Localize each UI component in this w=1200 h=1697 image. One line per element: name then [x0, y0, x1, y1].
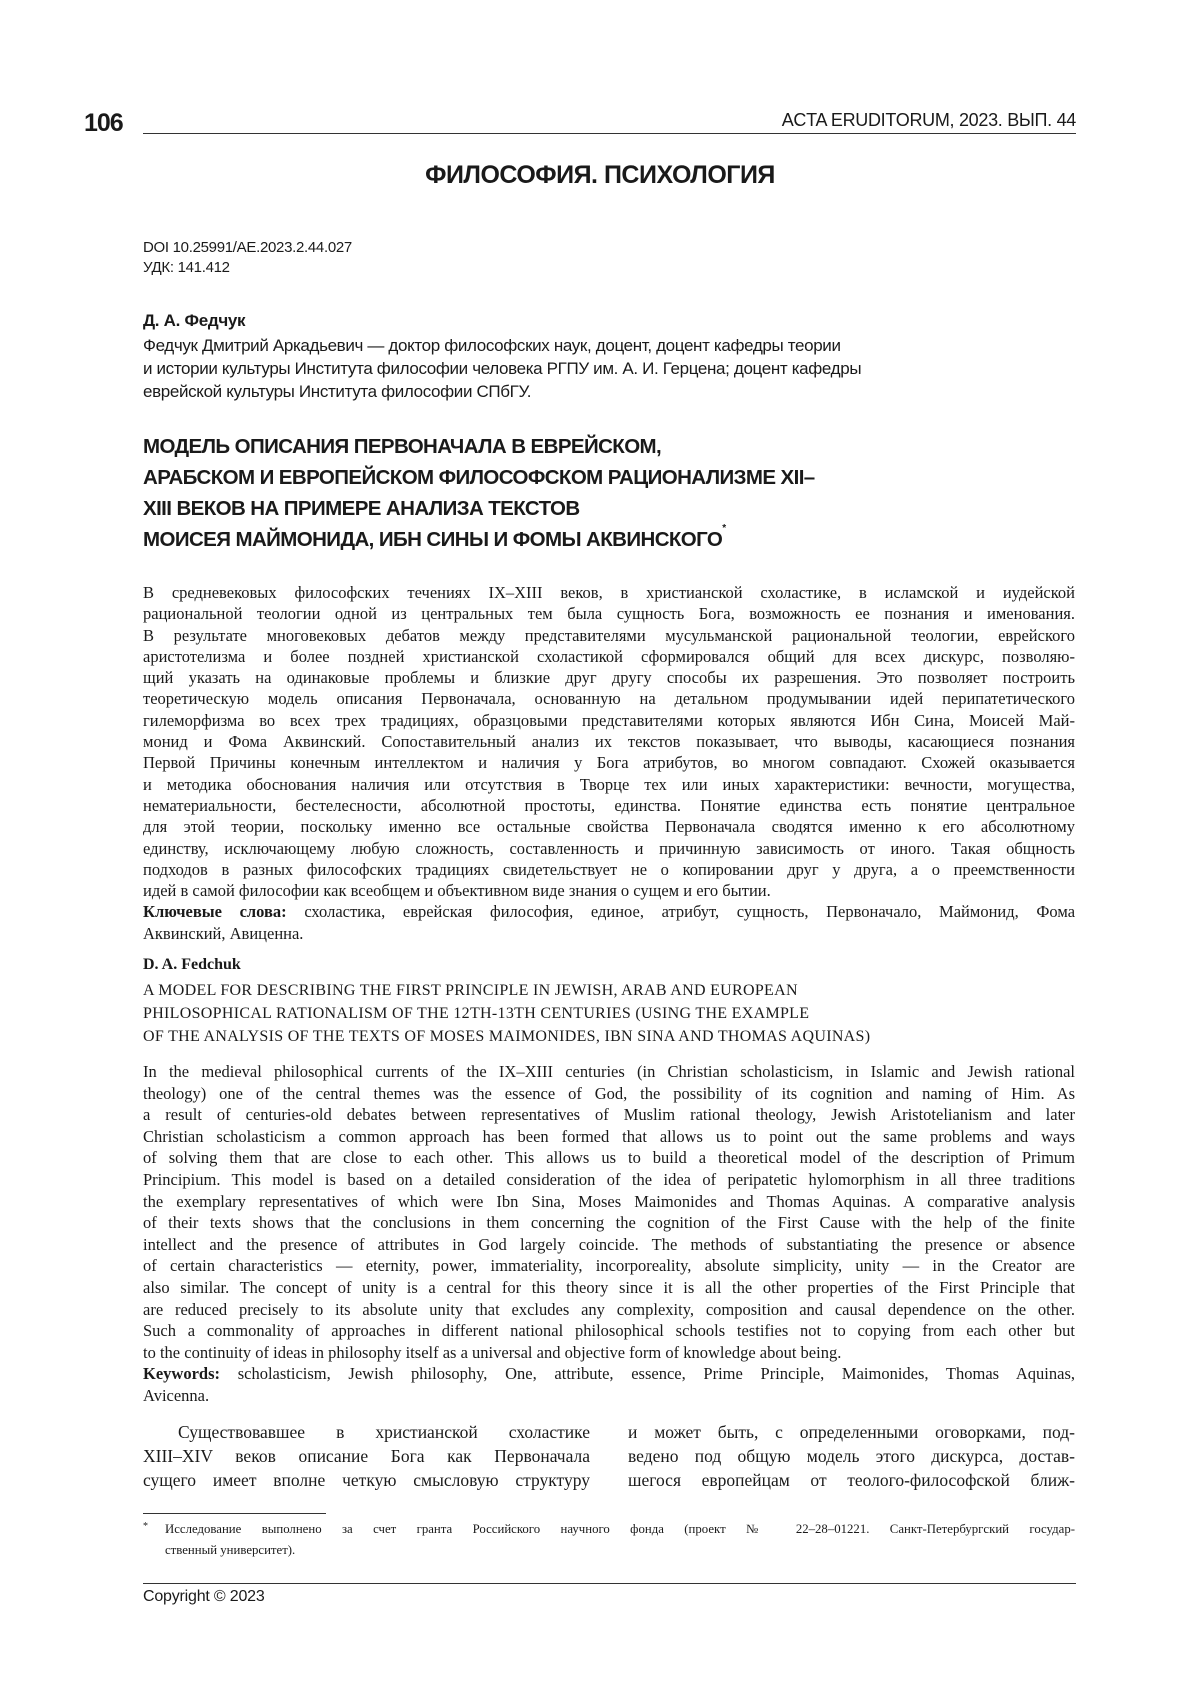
- abstract-line: are reduced precisely to its absolute unity that excludes any complexity, composition and causal dependence on the other.: [143, 1299, 1075, 1321]
- abstract-line: теоретическую модель описания Первоначала, основанную на детальном продумывании идей перипатетического: [143, 688, 1075, 709]
- abstract-line: для этой теории, поскольку именно все остальные свойства Первоначала сводятся именно к его абсолютному: [143, 816, 1075, 837]
- abstract-line: In the medieval philosophical currents of the IX–XIII centuries (in Christian scholasticism, in Islamic and Jewish rational: [143, 1061, 1075, 1083]
- abstract-line: Christian scholasticism a common approach has been formed that allows us to point out the same problems and ways: [143, 1126, 1075, 1148]
- abstract-line: единству, исключающему любую сложность, составленность и причинную зависимость от иного. Такая общность: [143, 838, 1075, 859]
- footnote-reference[interactable]: *: [722, 523, 725, 534]
- title-line: PHILOSOPHICAL RATIONALISM OF THE 12TH-13TH CENTURIES (USING THE EXAMPLE: [143, 1002, 870, 1025]
- title-line: A MODEL FOR DESCRIBING THE FIRST PRINCIPLE IN JEWISH, ARAB AND EUROPEAN: [143, 979, 870, 1002]
- abstract-line: идей в самой философии как всеобщем и объективном виде знания о сущем и его бытии.: [143, 880, 1075, 901]
- abstract-line: рациональной теологии одной из центральных тем была сущность Бога, возможность ее познания и именования.: [143, 603, 1075, 624]
- article-title: [143, 431, 815, 555]
- page-number: 106: [84, 109, 123, 137]
- bio-line: и истории культуры Института философии человека РГПУ им. А. И. Герцена; доцент кафедры: [143, 357, 1083, 380]
- footnote-mark: *: [143, 1516, 148, 1537]
- keywords-russian: [143, 901, 1075, 944]
- title-line: МОИСЕЯ МАЙМОНИДА, ИБН СИНЫ И ФОМЫ АКВИНСКОГО: [143, 528, 722, 551]
- body-column-right: [628, 1420, 1075, 1492]
- bio-line: Федчук Дмитрий Аркадьевич — доктор философских наук, доцент, доцент кафедры теории: [143, 334, 1083, 357]
- body-line: сущего имеет вполне четкую смысловую структуру: [143, 1468, 590, 1492]
- abstract-russian: [143, 582, 1075, 901]
- abstract-line: В результате многовековых дебатов между представителями мусульманской рациональной теологии, еврейского: [143, 625, 1075, 646]
- abstract-line: аристотелизма и более поздней христианской схоластикой сформировался общий для всех дискурс, позволяю-: [143, 646, 1075, 667]
- keywords-label: Keywords:: [143, 1364, 220, 1383]
- body-line: и может быть, с определенными оговорками, под-: [628, 1420, 1075, 1444]
- author-bio: [143, 334, 1083, 403]
- abstract-line: intellect and the presence of attributes in God largely coincide. The methods of substantiating the presence or absence: [143, 1234, 1075, 1256]
- abstract-line: of certain characteristics — eternity, power, immateriality, incorporeality, absolute simplicity, unity — in the Creator are: [143, 1255, 1075, 1277]
- author-name: Д. А. Федчук: [143, 310, 245, 332]
- keywords-label: Ключевые слова:: [143, 902, 287, 921]
- article-metadata: [143, 238, 352, 278]
- abstract-line: В средневековых философских течениях IX–XIII веков, в христианской схоластике, в исламской и иудейской: [143, 582, 1075, 603]
- title-line: OF THE ANALYSIS OF THE TEXTS OF MOSES MAIMONIDES, IBN SINA AND THOMAS AQUINAS): [143, 1025, 870, 1048]
- abstract-line: монид и Фома Аквинский. Сопоставительный анализ их текстов показывает, что выводы, касающиеся познания: [143, 731, 1075, 752]
- abstract-line: нематериальности, бестелесности, абсолютной простоты, единства. Понятие единства есть понятие центральное: [143, 795, 1075, 816]
- keywords-text: Avicenna.: [143, 1385, 1075, 1407]
- abstract-line: и методика обоснования наличия или отсутствия в Творце тех или иных характеристики: вечности, могущества,: [143, 774, 1075, 795]
- english-abstract-section: [143, 1061, 1075, 1407]
- abstract-line: гилеморфизма во всех трех традициях, образцовыми представителями которых являются Ибн Сина, Моисей Май-: [143, 710, 1075, 731]
- body-line: шегося европейцам от теолого-философской ближ-: [628, 1468, 1075, 1492]
- body-line: XIII–XIV веков описание Бога как Первоначала: [143, 1444, 590, 1468]
- footnote: [143, 1519, 1075, 1561]
- section-title: ФИЛОСОФИЯ. ПСИХОЛОГИЯ: [0, 160, 1200, 190]
- abstract-line: also similar. The concept of unity is a central for this theory since it is all the other properties of the First Principle that: [143, 1277, 1075, 1299]
- abstract-line: of solving them that are close to each other. This allows us to build a theoretical model of the description of Primum: [143, 1147, 1075, 1169]
- english-title: [143, 979, 870, 1048]
- keywords-english: [143, 1363, 1075, 1406]
- abstract-english: [143, 1061, 1075, 1363]
- russian-abstract-section: [143, 582, 1075, 944]
- keywords-text: scholasticism, Jewish philosophy, One, attribute, essence, Prime Principle, Maimonides, Thomas Aquinas,: [238, 1364, 1075, 1383]
- footnote-text: Исследование выполнено за счет гранта Российского научного фонда (проект № 22–28–01221. Санкт-Петербургский государ-: [165, 1519, 1075, 1540]
- title-line: XIII ВЕКОВ НА ПРИМЕРЕ АНАЛИЗА ТЕКСТОВ: [143, 493, 815, 524]
- keywords-text: схоластика, еврейская философия, единое, атрибут, сущность, Первоначало, Маймонид, Фома: [304, 902, 1075, 921]
- abstract-line: to the continuity of ideas in philosophy itself as a universal and objective form of knowledge about being.: [143, 1342, 1075, 1364]
- abstract-line: Первой Причины конечным интеллектом и наличия у Бога атрибутов, во многом совпадают. Схожей оказывается: [143, 752, 1075, 773]
- body-line: ведено под общую модель этого дискурса, достав-: [628, 1444, 1075, 1468]
- footnote-text: ственный университет).: [165, 1540, 1075, 1561]
- copyright: Copyright © 2023: [143, 1587, 265, 1607]
- journal-running-header: ACTA ERUDITORUM, 2023. ВЫП. 44: [782, 109, 1076, 131]
- abstract-line: the exemplary representatives of which were Ibn Sina, Moses Maimonides and Thomas Aquinas. A comparative analysis: [143, 1191, 1075, 1213]
- abstract-line: подходов в разных философских традициях свидетельствует не о копировании друг у друга, а о преемственности: [143, 859, 1075, 880]
- udk: УДК: 141.412: [143, 258, 352, 278]
- body-column-left: [143, 1420, 590, 1492]
- header-rule: [143, 133, 1076, 134]
- footnote-rule: [143, 1513, 326, 1514]
- bio-line: еврейской культуры Института философии СПбГУ.: [143, 380, 1083, 403]
- title-line: АРАБСКОМ И ЕВРОПЕЙСКОМ ФИЛОСОФСКОМ РАЦИОНАЛИЗМЕ XII–: [143, 462, 815, 493]
- abstract-line: щий указать на одинаковые проблемы и близкие друг другу способы их разрешения. Это позволяет построить: [143, 667, 1075, 688]
- title-line: МОДЕЛЬ ОПИСАНИЯ ПЕРВОНАЧАЛА В ЕВРЕЙСКОМ,: [143, 431, 815, 462]
- english-author-name: D. A. Fedchuk: [143, 955, 241, 975]
- abstract-line: of their texts shows that the conclusions in them concerning the cognition of the First Cause with the help of the finite: [143, 1212, 1075, 1234]
- abstract-line: theology) one of the central themes was the essence of God, the possibility of its cognition and naming of Him. As: [143, 1083, 1075, 1105]
- abstract-line: Principium. This model is based on a detailed consideration of the idea of peripatetic hylomorphism in all three traditions: [143, 1169, 1075, 1191]
- footer-rule: [143, 1583, 1076, 1584]
- abstract-line: Such a commonality of approaches in different national philosophical schools testifies not to copying from each other but: [143, 1320, 1075, 1342]
- keywords-text: Аквинский, Авиценна.: [143, 923, 1075, 944]
- abstract-line: a result of centuries-old debates between representatives of Muslim rational theology, Jewish Aristotelianism and later: [143, 1104, 1075, 1126]
- body-line: Существовавшее в христианской схоластике: [143, 1420, 590, 1444]
- doi: DOI 10.25991/AE.2023.2.44.027: [143, 238, 352, 258]
